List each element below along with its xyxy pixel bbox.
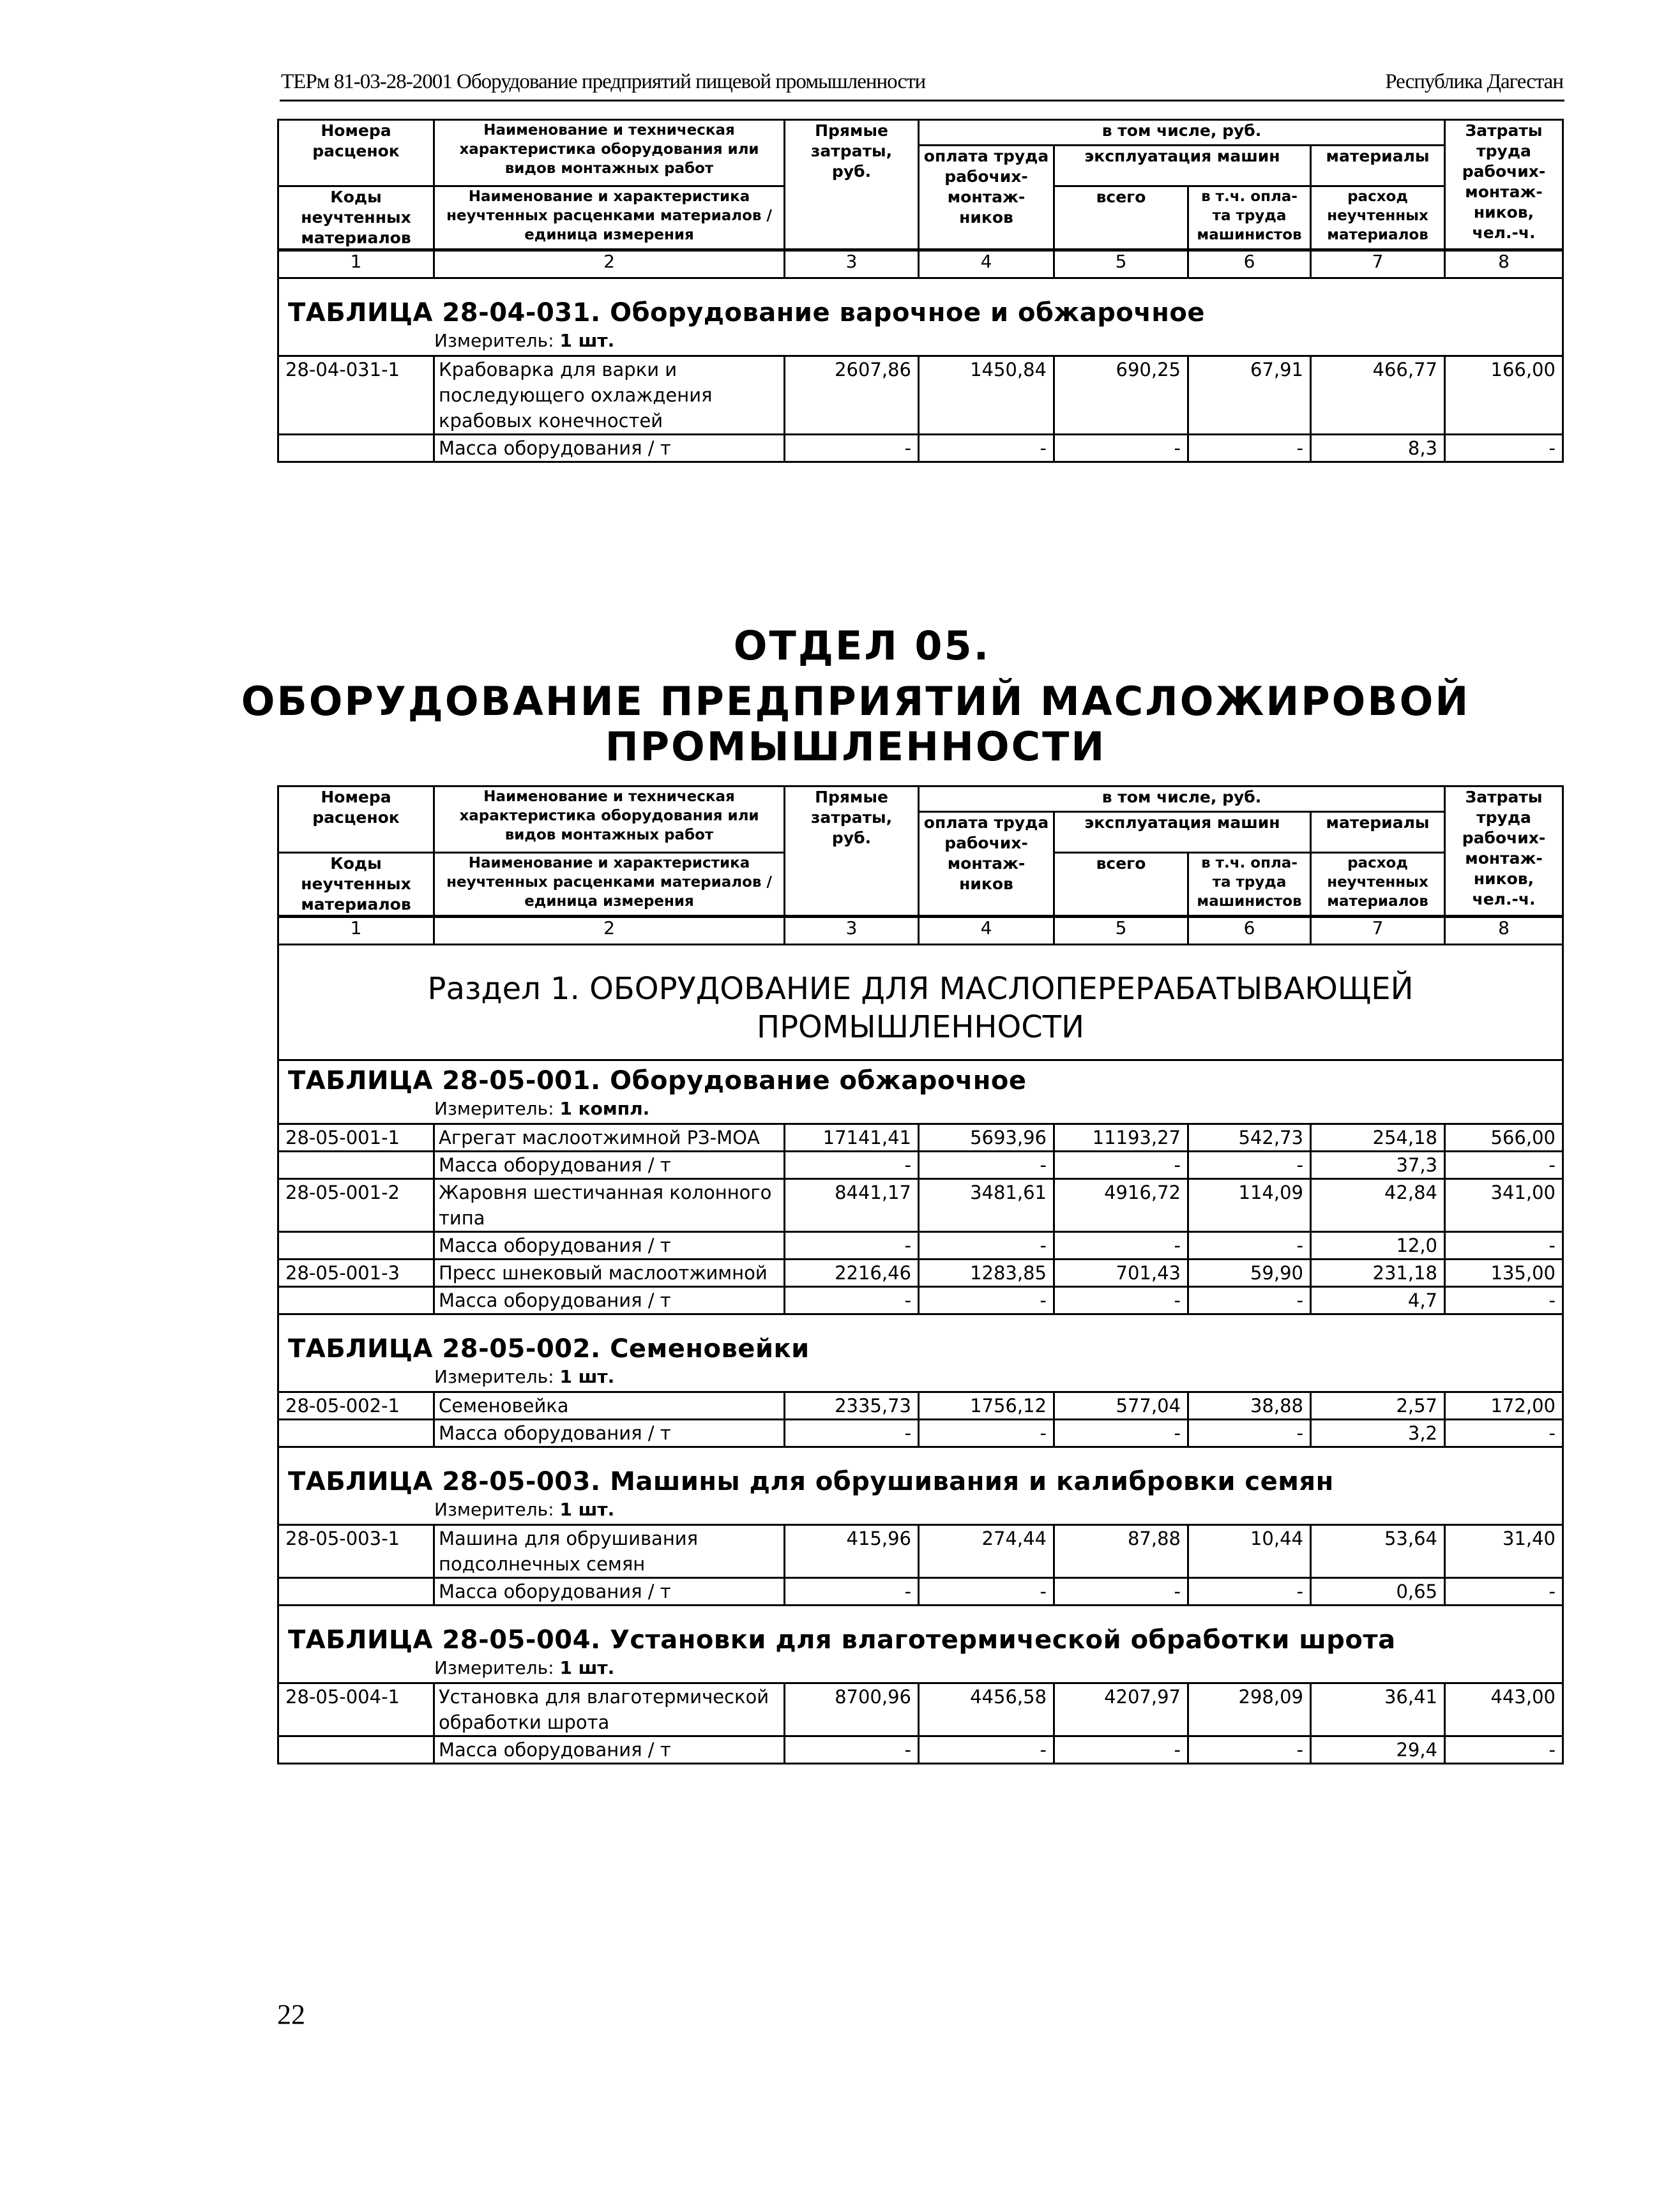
rate-code: 28-05-002-1 (278, 1392, 434, 1420)
column-number: 2 (434, 250, 785, 278)
table-title: ТАБЛИЦА 28-05-001. Оборудование обжарочное (288, 1066, 1027, 1095)
table-row (278, 1683, 1563, 1736)
direct-costs: 2607,86 (785, 356, 919, 435)
header-material-codes: Коды неучтенных материалов (278, 186, 434, 250)
rates-table-28-05 (277, 785, 1564, 1764)
column-numbers-row (278, 250, 1563, 278)
measure-label: Измеритель: (434, 1499, 560, 1520)
mass-label: Масса оборудования / т (434, 1232, 785, 1260)
header-unaccounted-materials: расход неучтенных материалов (1311, 853, 1445, 917)
labor-hours: 341,00 (1445, 1179, 1563, 1232)
labor-hours: 135,00 (1445, 1260, 1563, 1287)
measure-value: 1 шт. (559, 330, 615, 351)
section-subtitle: ОБОРУДОВАНИЕ ПРЕДПРИЯТИЙ МАСЛОЖИРОВОЙ (241, 678, 1471, 725)
header-materials: материалы (1311, 812, 1445, 853)
direct-costs: 17141,41 (785, 1124, 919, 1152)
table-title: ТАБЛИЦА 28-05-004. Установки для влаготермической обработки шрота (288, 1625, 1396, 1655)
materials-value: 231,18 (1311, 1260, 1445, 1287)
header-document-title: ТЕРм 81-03-28-2001 Оборудование предприятий пищевой промышленности (281, 70, 926, 93)
machinists-pay: 38,88 (1188, 1392, 1311, 1420)
mass-label: Масса оборудования / т (434, 1736, 785, 1764)
mass-value: - (1445, 1287, 1563, 1314)
table-row (278, 1124, 1563, 1152)
rate-name: Машина для обрушивания подсолнечных семян (434, 1525, 785, 1578)
mass-row (278, 435, 1563, 462)
column-number: 1 (278, 917, 434, 945)
mass-value: - (919, 1152, 1054, 1179)
column-numbers-row (278, 917, 1563, 945)
mass-value: - (785, 1578, 919, 1606)
measure-value: 1 шт. (559, 1499, 615, 1520)
labor-pay: 3481,61 (919, 1179, 1054, 1232)
rates-table-28-04 (277, 119, 1564, 463)
column-number: 4 (919, 250, 1054, 278)
measure-unit (279, 1095, 1562, 1123)
header-material-names: Наименование и характеристика неучтенных расценками материалов / единица измерения (434, 853, 785, 917)
rate-code: 28-05-001-3 (278, 1260, 434, 1287)
header-machinists-pay: в т.ч. опла-та труда машинистов (1188, 186, 1311, 250)
rate-code: 28-05-004-1 (278, 1683, 434, 1736)
measure-label: Измеритель: (434, 1657, 560, 1678)
mass-value: 37,3 (1311, 1152, 1445, 1179)
header-labor-pay: оплата труда рабочих-монтаж-ников (919, 146, 1054, 250)
mass-value: - (1445, 1232, 1563, 1260)
table-body (278, 945, 1563, 1764)
header-direct-costs: Прямые затраты, руб. (785, 786, 919, 917)
header-machinists-pay: в т.ч. опла-та труда машинистов (1188, 853, 1311, 917)
header-machine-operation: эксплуатация машин (1054, 146, 1311, 186)
mass-row (278, 1736, 1563, 1764)
measure-value: 1 шт. (559, 1657, 615, 1678)
labor-pay: 1450,84 (919, 356, 1054, 435)
column-number: 5 (1054, 250, 1188, 278)
rate-code: 28-04-031-1 (278, 356, 434, 435)
header-labor-costs: Затраты труда рабочих-монтаж-ников, чел.-ч. (1445, 786, 1563, 917)
mass-value: - (1445, 1578, 1563, 1606)
column-number: 3 (785, 917, 919, 945)
header-material-names: Наименование и характеристика неучтенных расценками материалов / единица измерения (434, 186, 785, 250)
machinists-pay: 10,44 (1188, 1525, 1311, 1578)
mass-value: - (919, 1736, 1054, 1764)
mass-value: - (1188, 435, 1311, 462)
mass-value: - (1054, 435, 1188, 462)
mass-value: 29,4 (1311, 1736, 1445, 1764)
measure-value: 1 компл. (559, 1098, 650, 1119)
header-machine-operation: эксплуатация машин (1054, 812, 1311, 853)
mass-row (278, 1232, 1563, 1260)
table-header (278, 786, 1563, 945)
header-region: Республика Дагестан (1385, 70, 1563, 93)
machines-total: 4207,97 (1054, 1683, 1188, 1736)
mass-value: - (919, 1578, 1054, 1606)
rate-name: Крабоварка для варки и последующего охлаждения крабовых конечностей (434, 356, 785, 435)
mass-value: - (1188, 1232, 1311, 1260)
machines-total: 690,25 (1054, 356, 1188, 435)
mass-value: - (1445, 1152, 1563, 1179)
mass-value: - (1054, 1232, 1188, 1260)
table-title: ТАБЛИЦА 28-05-003. Машины для обрушивания и калибровки семян (288, 1467, 1334, 1496)
labor-hours: 166,00 (1445, 356, 1563, 435)
table-header (278, 120, 1563, 278)
measure-unit (279, 1655, 1562, 1682)
section-subtitle-line2: ПРОМЫШЛЕННОСТИ (605, 723, 1107, 770)
mass-value: - (785, 1736, 919, 1764)
table-title: ТАБЛИЦА 28-04-031. Оборудование варочное и обжарочное (288, 298, 1206, 327)
header-name-characteristics: Наименование и техническая характеристика оборудования или видов монтажных работ (434, 786, 785, 853)
machines-total: 577,04 (1054, 1392, 1188, 1420)
labor-pay: 274,44 (919, 1525, 1054, 1578)
column-number: 1 (278, 250, 434, 278)
labor-pay: 4456,58 (919, 1683, 1054, 1736)
direct-costs: 8441,17 (785, 1179, 919, 1232)
materials-value: 466,77 (1311, 356, 1445, 435)
table-row (278, 356, 1563, 435)
mass-value: - (1054, 1736, 1188, 1764)
mass-value: - (1054, 1578, 1188, 1606)
column-number: 8 (1445, 917, 1563, 945)
mass-value: - (919, 1420, 1054, 1447)
measure-unit (279, 327, 1562, 355)
section-title: ОТДЕЛ 05. (733, 622, 991, 669)
table-row (278, 1525, 1563, 1578)
measure-label: Измеритель: (434, 330, 560, 351)
rate-code: 28-05-001-1 (278, 1124, 434, 1152)
measure-label: Измеритель: (434, 1098, 560, 1119)
header-direct-costs: Прямые затраты, руб. (785, 120, 919, 250)
materials-value: 36,41 (1311, 1683, 1445, 1736)
labor-pay: 1756,12 (919, 1392, 1054, 1420)
mass-value: - (1188, 1578, 1311, 1606)
mass-row (278, 1287, 1563, 1314)
rate-name: Семеновейка (434, 1392, 785, 1420)
mass-value: - (1188, 1287, 1311, 1314)
rate-code: 28-05-001-2 (278, 1179, 434, 1232)
mass-value: - (919, 1287, 1054, 1314)
machinists-pay: 298,09 (1188, 1683, 1311, 1736)
mass-label: Масса оборудования / т (434, 1287, 785, 1314)
header-machines-total: всего (1054, 853, 1188, 917)
measure-unit (279, 1364, 1562, 1391)
header-including: в том числе, руб. (919, 120, 1445, 146)
header-name-characteristics: Наименование и техническая характеристика оборудования или видов монтажных работ (434, 120, 785, 186)
mass-label: Масса оборудования / т (434, 1578, 785, 1606)
page-header (280, 66, 1564, 102)
mass-row (278, 1578, 1563, 1606)
header-rate-numbers: Номера расценок (278, 120, 434, 186)
header-labor-pay: оплата труда рабочих-монтаж-ников (919, 812, 1054, 917)
mass-value: - (1054, 1287, 1188, 1314)
materials-value: 42,84 (1311, 1179, 1445, 1232)
mass-label: Масса оборудования / т (434, 1152, 785, 1179)
direct-costs: 415,96 (785, 1525, 919, 1578)
header-including: в том числе, руб. (919, 786, 1445, 812)
rate-name: Агрегат маслоотжимной РЗ-МОА (434, 1124, 785, 1152)
machinists-pay: 114,09 (1188, 1179, 1311, 1232)
mass-value: - (785, 1232, 919, 1260)
rate-name: Установка для влаготермической обработки шрота (434, 1683, 785, 1736)
rate-code: 28-05-003-1 (278, 1525, 434, 1578)
labor-hours: 443,00 (1445, 1683, 1563, 1736)
machines-total: 701,43 (1054, 1260, 1188, 1287)
machinists-pay: 542,73 (1188, 1124, 1311, 1152)
mass-value: - (919, 1232, 1054, 1260)
machines-total: 11193,27 (1054, 1124, 1188, 1152)
materials-value: 254,18 (1311, 1124, 1445, 1152)
mass-label: Масса оборудования / т (434, 435, 785, 462)
header-unaccounted-materials: расход неучтенных материалов (1311, 186, 1445, 250)
header-machines-total: всего (1054, 186, 1188, 250)
table-body (278, 278, 1563, 462)
mass-value: 8,3 (1311, 435, 1445, 462)
mass-value: - (1188, 1736, 1311, 1764)
column-number: 2 (434, 917, 785, 945)
mass-value: - (785, 1152, 919, 1179)
column-number: 3 (785, 250, 919, 278)
mass-row (278, 1420, 1563, 1447)
materials-value: 2,57 (1311, 1392, 1445, 1420)
measure-label: Измеритель: (434, 1366, 560, 1387)
direct-costs: 2335,73 (785, 1392, 919, 1420)
mass-value: - (1054, 1152, 1188, 1179)
machines-total: 87,88 (1054, 1525, 1188, 1578)
mass-value: - (1188, 1420, 1311, 1447)
labor-hours: 566,00 (1445, 1124, 1563, 1152)
measure-value: 1 шт. (559, 1366, 615, 1387)
labor-hours: 172,00 (1445, 1392, 1563, 1420)
table-row (278, 1392, 1563, 1420)
machinists-pay: 59,90 (1188, 1260, 1311, 1287)
subsection-title-line2: ПРОМЫШЛЕННОСТИ (756, 1009, 1085, 1045)
mass-value: - (919, 435, 1054, 462)
header-materials: материалы (1311, 146, 1445, 186)
mass-value: - (1445, 1736, 1563, 1764)
column-number: 7 (1311, 917, 1445, 945)
labor-pay: 1283,85 (919, 1260, 1054, 1287)
mass-value: - (785, 1287, 919, 1314)
rate-name: Жаровня шестичанная колонного типа (434, 1179, 785, 1232)
mass-value: - (1445, 1420, 1563, 1447)
mass-label: Масса оборудования / т (434, 1420, 785, 1447)
table-row (278, 1179, 1563, 1232)
mass-value: - (1054, 1420, 1188, 1447)
mass-row (278, 1152, 1563, 1179)
materials-value: 53,64 (1311, 1525, 1445, 1578)
machines-total: 4916,72 (1054, 1179, 1188, 1232)
mass-value: 0,65 (1311, 1578, 1445, 1606)
column-number: 7 (1311, 250, 1445, 278)
mass-value: 4,7 (1311, 1287, 1445, 1314)
mass-value: - (1188, 1152, 1311, 1179)
direct-costs: 8700,96 (785, 1683, 919, 1736)
mass-value: - (1445, 435, 1563, 462)
rate-name: Пресс шнековый маслоотжимной (434, 1260, 785, 1287)
measure-unit (279, 1496, 1562, 1524)
mass-value: - (785, 435, 919, 462)
machinists-pay: 67,91 (1188, 356, 1311, 435)
header-material-codes: Коды неучтенных материалов (278, 853, 434, 917)
page-number: 22 (277, 1999, 305, 2030)
header-rate-numbers: Номера расценок (278, 786, 434, 853)
table-title: ТАБЛИЦА 28-05-002. Семеновейки (288, 1334, 810, 1364)
column-number: 6 (1188, 250, 1311, 278)
labor-pay: 5693,96 (919, 1124, 1054, 1152)
subsection-title-line1: Раздел 1. ОБОРУДОВАНИЕ ДЛЯ МАСЛОПЕРЕРАБАТЫВАЮЩЕЙ (427, 971, 1414, 1007)
table-row (278, 1260, 1563, 1287)
subsection-title (279, 945, 1562, 1059)
labor-hours: 31,40 (1445, 1525, 1563, 1578)
direct-costs: 2216,46 (785, 1260, 919, 1287)
column-number: 8 (1445, 250, 1563, 278)
mass-value: 12,0 (1311, 1232, 1445, 1260)
column-number: 5 (1054, 917, 1188, 945)
header-labor-costs: Затраты труда рабочих-монтаж-ников, чел.-ч. (1445, 120, 1563, 250)
column-number: 4 (919, 917, 1054, 945)
mass-value: - (785, 1420, 919, 1447)
column-number: 6 (1188, 917, 1311, 945)
mass-value: 3,2 (1311, 1420, 1445, 1447)
